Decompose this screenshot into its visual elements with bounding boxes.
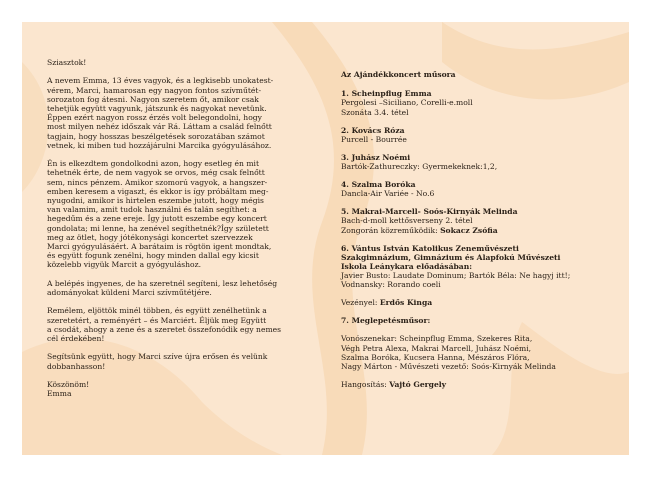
program-item-line: Szonáta 3.4. tétel — [341, 107, 409, 117]
program-item-heading: 3. Juhász Noémi — [341, 152, 411, 162]
program-item-heading: 1. Scheinpflug Emma — [341, 89, 432, 99]
letter-panel — [47, 58, 309, 398]
ensemble-line: Nagy Márton - Művészeti vezető: Soós-Kirnyák Melinda — [341, 362, 556, 372]
sound-name: Vajtó Gergely — [389, 380, 447, 390]
program-title: Az Ajándékkoncert műsora — [341, 70, 456, 79]
program-item — [341, 153, 603, 171]
ensemble-line: Vonószenekar: Scheinpflug Emma, Szekeres Rita, — [341, 334, 533, 344]
program-ensemble — [341, 334, 603, 371]
ensemble-line: Végh Petra Alexa, Makrai Marcell, Juhász Noémi, — [341, 343, 532, 353]
letter-greeting: Sziasztok! — [47, 58, 87, 67]
sound-prefix: Hangosítás: — [341, 380, 390, 390]
program-sound — [341, 380, 603, 389]
conductor-prefix: Vezényel: — [341, 298, 380, 308]
program-item-line: Purcell - Bourrée — [341, 134, 407, 144]
letter-closing: Köszönöm! — [47, 380, 90, 390]
program-item — [341, 244, 603, 290]
program-item — [341, 89, 603, 117]
letter-paragraph: Én is elkezdtem gondolkodni azon, hogy esetleg én mit tehetnék érte, de nem vagyok se orvos, még csak felnőtt sem, nincs pénzem. Amikor szomorú vagyok, a hangszer- emben keresem a vigaszt, és ekkor is így próbáltam meg- nyugodni, amikor is hirtelen eszembe jutott, hogy mégis van valamim, amit tudok használni és talán segíthet: a hegedűm és a zene ereje. Így jutott eszembe egy koncert gondolata; mi lenne, ha zenével segíthetnék?Így született meg az ötlet, hogy jótékonysági koncertet szervezzek Marci gyógyulásáért. A barátaim is rögtön igent mondtak, és együtt fogunk zenélni, hogy minden dallal egy kicsit közelebb vigyük Marcit a gyógyuláshoz. — [47, 159, 272, 270]
program-item-line: Pergolesi –Siciliano, Corelli-e.moll — [341, 98, 473, 108]
program-item-heading: 4. Szalma Boróka — [341, 180, 416, 190]
program-item-line: Dancla-Air Variée - No.6 — [341, 189, 435, 199]
guests-heading: 7. Meglepetésműsor: — [341, 316, 431, 326]
program-item-line: Vodnansky: Rorando coeli — [341, 280, 441, 290]
conductor-name: Erdős Kinga — [379, 298, 433, 308]
program-item — [341, 207, 603, 235]
letter-paragraph: Remélem, eljöttök minél többen, és együtt zenélhetünk a szeretetért, a reményért – és Marciért. Éljük meg Együtt a csodát, ahogy a zene és a szeretet összefonódik egy nemes cél érdekében! — [47, 306, 282, 344]
letter-signature: Emma — [47, 389, 72, 399]
program-item-heading: 5. Makrai-Marcell- Soós-Kirnyák Melinda — [341, 207, 518, 217]
program-panel — [341, 70, 603, 398]
program-accompanist — [341, 226, 603, 235]
program-item-heading: 6. Vántus István Katolikus Zeneművészeti — [341, 243, 519, 253]
program-item-heading: 2. Kovács Róza — [341, 125, 405, 135]
program-item-heading: Szakgimnázium, Gimnázium és Alapfokú Művészeti — [341, 252, 561, 262]
letter-paragraph: Segítsünk együtt, hogy Marci szíve újra erősen és velünk dobbanhasson! — [47, 352, 268, 371]
program-conductor — [341, 298, 603, 307]
letter-paragraph: A belépés ingyenes, de ha szeretnél segíteni, lesz lehetőség adományokat küldeni Marci szívműtétjére. — [47, 278, 278, 298]
program-item — [341, 126, 603, 144]
program-item-heading: Iskola Leánykara előadásában: — [341, 262, 473, 272]
accompanist-prefix: Zongorán közreműködik: — [341, 225, 441, 235]
program-item-line: Javier Busto: Laudate Dominum; Bartók Béla: Ne hagyj itt!; — [341, 271, 571, 281]
program-item-line: Bach-d-moll kettősverseny 2. tétel — [341, 216, 473, 226]
accompanist-name: Sokacz Zsófia — [440, 225, 498, 235]
ensemble-line: Szalma Boróka, Kucsera Hanna, Mészáros Flóra, — [341, 352, 530, 362]
program-guests — [341, 316, 603, 325]
program-item-line: Bartók-Zathureczky: Gyermekeknek:1,2, — [341, 162, 498, 172]
letter-paragraph: A nevem Emma, 13 éves vagyok, és a legkisebb unokatest- vérem, Marci, hamarosan egy nagyon fontos szívműtét- sorozaton fog átesni. Nagyon szeretem őt, amikor csak tehetjük együtt vagyunk, játszunk és nagyokat nevetünk. Éppen ezért nagyon rossz érzés volt belegondolni, hogy most milyen nehéz időszak vár Rá. Láttam a család felnőtt tagjain, hogy hosszas beszélgetések sorozatában számot vetnek, ki miben tud hozzájárulni Marcika gyógyulásához. — [47, 76, 274, 150]
program-item — [341, 180, 603, 198]
